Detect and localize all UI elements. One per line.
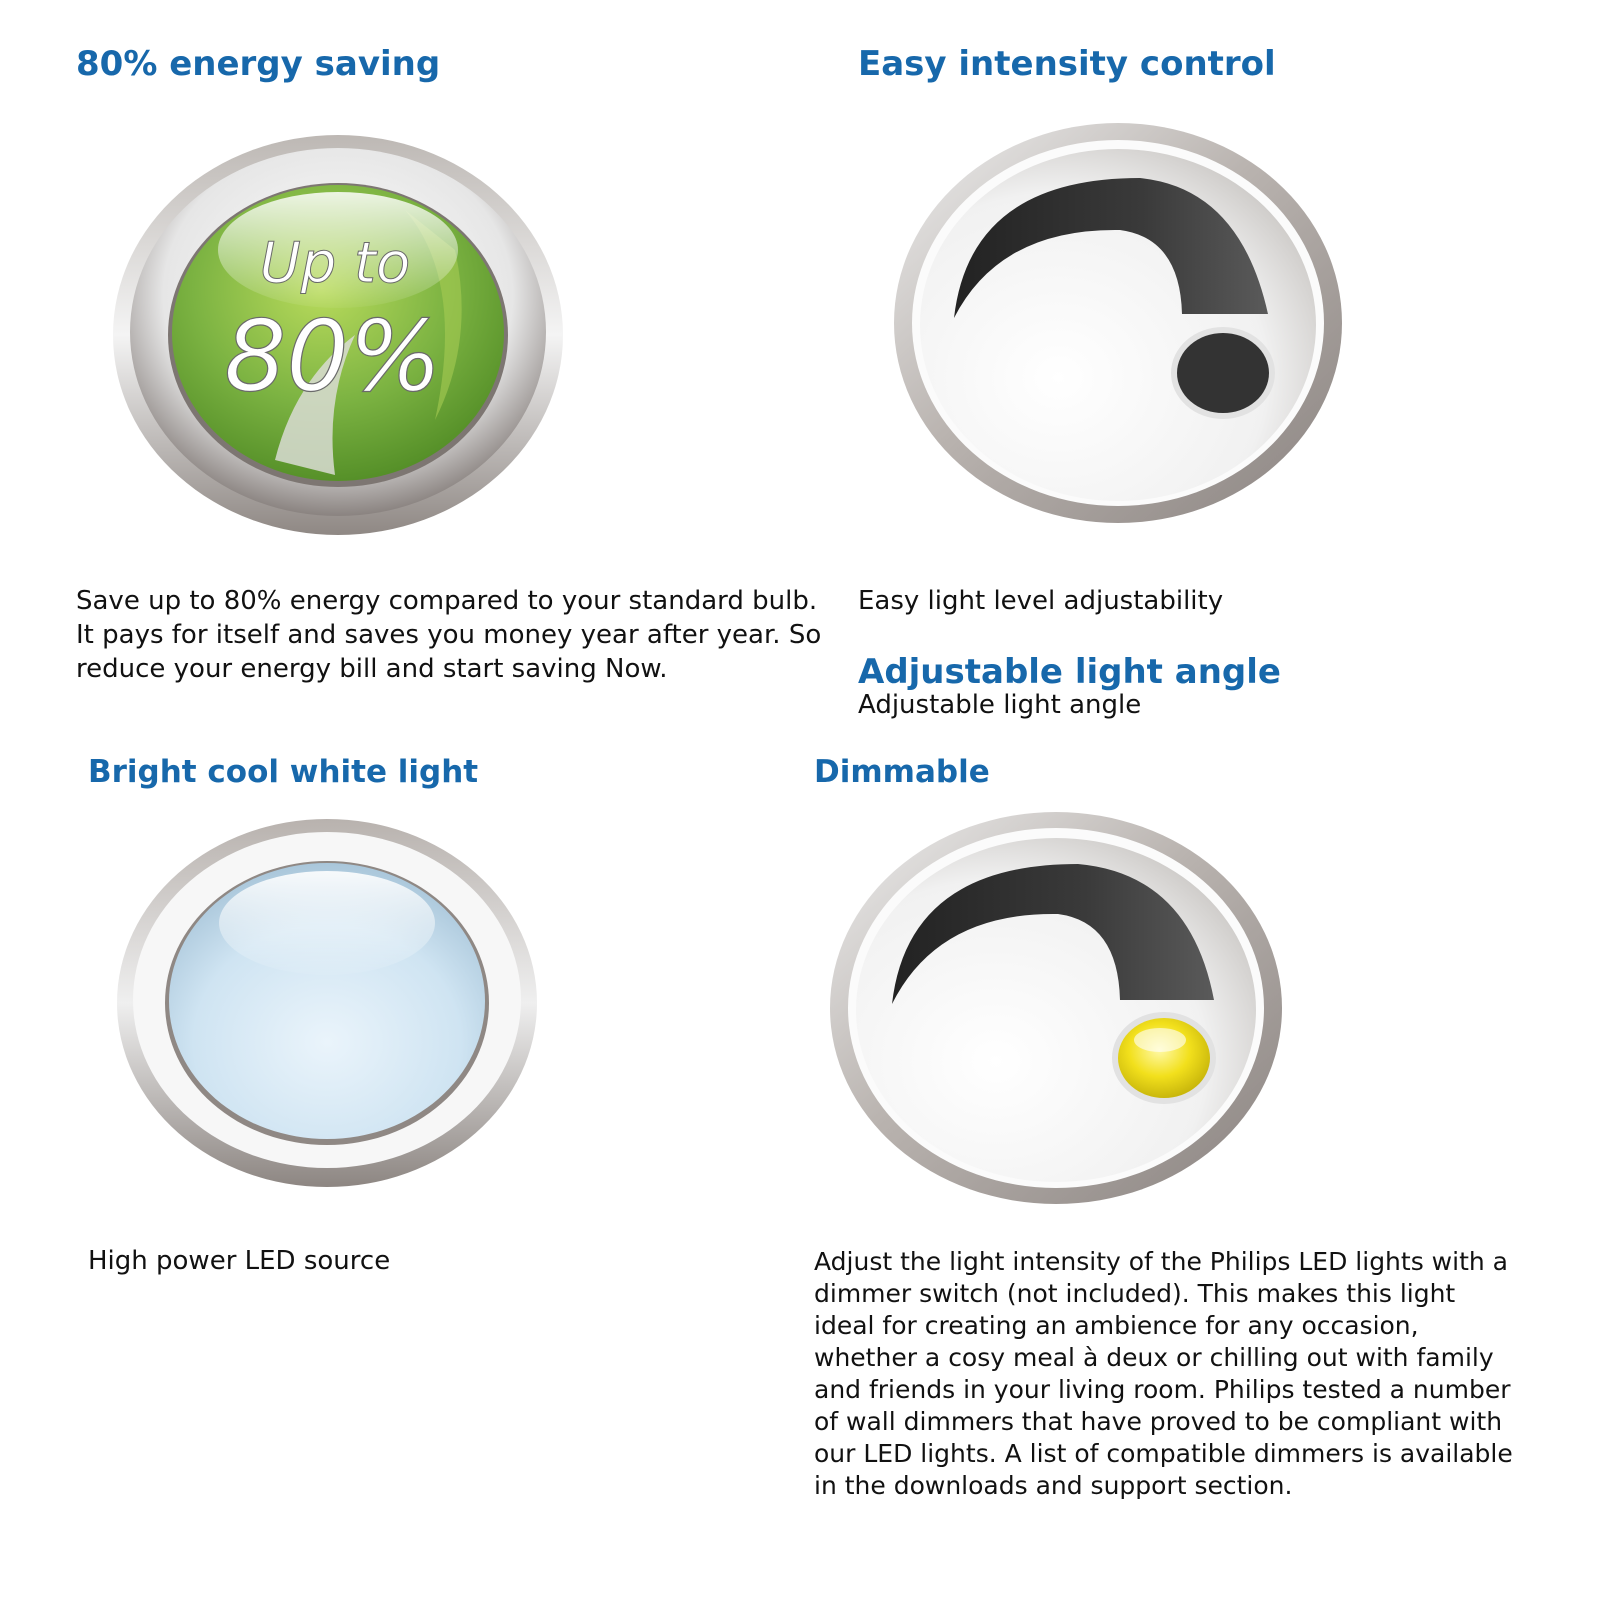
feature-title-intensity-control: Easy intensity control bbox=[858, 44, 1276, 84]
badge-percent-text: 80% bbox=[224, 300, 442, 414]
feature-description-dimmable: Adjust the light intensity of the Philips LED lights with a dimmer switch (not included). This makes this light ideal for creating an ambience for any occasion, whether a cosy meal à deux or chilling out with family and friends in your living room. Philips tested a number of wall dimmers that have proved to be compliant with our LED lights. A list of compatible dimmers is available in the downloads and support section. bbox=[814, 1247, 1513, 1500]
feature-title-cool-white-light: Bright cool white light bbox=[88, 754, 479, 790]
cool-white-light-icon bbox=[115, 815, 545, 1205]
intensity-dial-icon bbox=[890, 118, 1360, 548]
feature-description-intensity-control: Easy light level adjustability bbox=[858, 586, 1224, 616]
badge-up-to-text: Up to bbox=[259, 231, 411, 296]
feature-title-light-angle: Adjustable light angle bbox=[858, 652, 1281, 692]
feature-description-cool-white-light: High power LED source bbox=[88, 1246, 391, 1276]
energy-saving-badge-icon bbox=[105, 120, 575, 550]
feature-description-energy-saving: Save up to 80% energy compared to your standard bulb. It pays for itself and saves you money year after year. So reduce your energy bill and start saving Now. bbox=[76, 586, 822, 684]
dimmer-dial-icon bbox=[828, 808, 1288, 1228]
feature-title-energy-saving: 80% energy saving bbox=[76, 44, 441, 84]
feature-title-dimmable: Dimmable bbox=[814, 754, 990, 790]
feature-description-light-angle: Adjustable light angle bbox=[858, 690, 1142, 720]
